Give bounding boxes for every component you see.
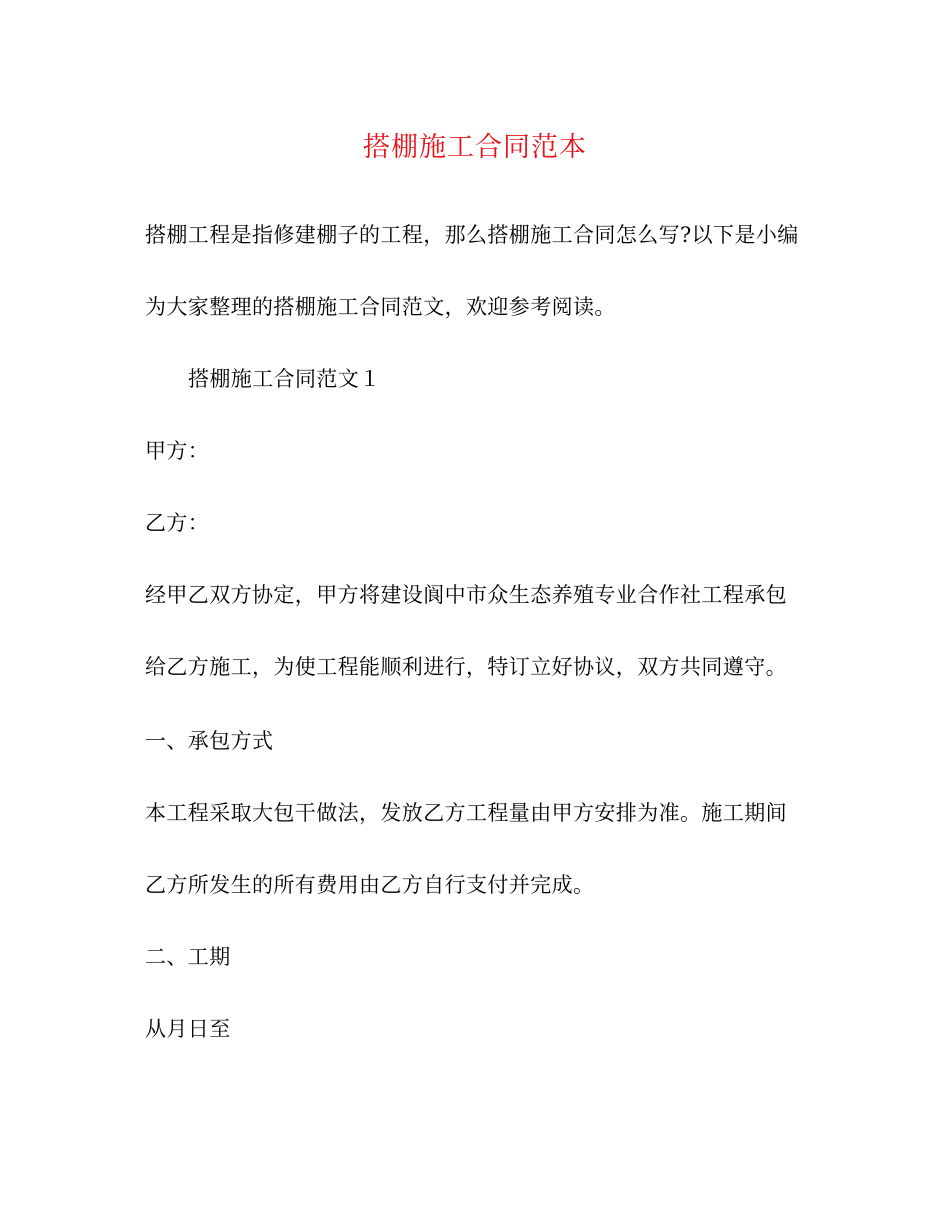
agreement-line-2: 给乙方施工，为使工程能顺利进行，特订立好协议，双方共同遵守。: [145, 655, 787, 679]
clause-2-line-1: 从月日至: [145, 1017, 231, 1041]
section-heading-sample-1: 搭棚施工合同范文１: [188, 367, 381, 391]
party-b-label: 乙方：: [145, 511, 210, 535]
document-title: 搭棚施工合同范本: [363, 132, 587, 163]
party-a-label: 甲方：: [145, 439, 210, 463]
intro-line-1: 搭棚工程是指修建棚子的工程，那么搭棚施工合同怎么写?以下是小编: [145, 223, 799, 247]
agreement-line-1: 经甲乙双方协定，甲方将建设阆中市众生态养殖专业合作社工程承包: [145, 583, 787, 607]
clause-1-line-1: 本工程采取大包干做法，发放乙方工程量由甲方安排为准。施工期间: [145, 801, 787, 825]
clause-heading-contract-method: 一、承包方式: [145, 729, 274, 753]
clause-1-line-2: 乙方所发生的所有费用由乙方自行支付并完成。: [145, 873, 595, 897]
intro-line-2: 为大家整理的搭棚施工合同范文，欢迎参考阅读。: [145, 295, 616, 319]
clause-heading-schedule: 二、工期: [145, 945, 231, 969]
